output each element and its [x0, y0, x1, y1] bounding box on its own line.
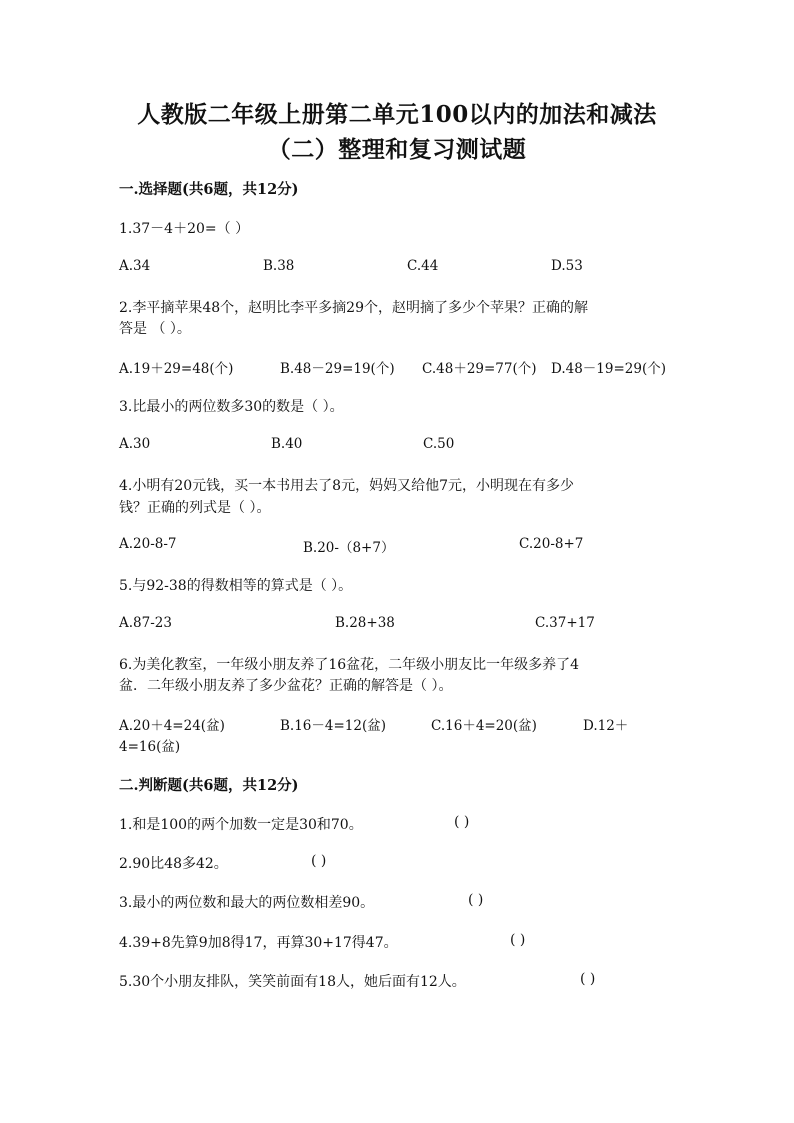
option-b: B.40: [271, 436, 303, 452]
option-c: C.48＋29=77(个): [422, 361, 537, 377]
option-a: A.20-8-7: [119, 536, 177, 552]
option-d: D.12＋: [583, 718, 629, 734]
option-d: D.53: [551, 258, 583, 274]
answer-parentheses: ( ): [468, 892, 484, 908]
question-stem-cont: 答是 （ ）。: [119, 321, 191, 337]
judgement-item: 3.最小的两位数和最大的两位数相差90。: [119, 895, 375, 911]
option-c: C.20-8+7: [519, 536, 584, 552]
option-b: B.16－4=12(盆): [280, 718, 387, 734]
option-a: A.87-23: [119, 615, 172, 631]
option-c: C.50: [423, 436, 455, 452]
judgement-item: 5.30个小朋友排队，笑笑前面有18人，她后面有12人。: [119, 974, 466, 990]
answer-parentheses: ( ): [311, 853, 327, 869]
option-c: C.44: [407, 258, 439, 274]
question-stem-cont: 钱？正确的列式是（ ）。: [119, 500, 271, 516]
option-a: A.20＋4=24(盆): [119, 718, 225, 734]
question-stem: 1.37－4＋20=（ ）: [119, 221, 250, 237]
question-stem: 6.为美化教室，一年级小朋友养了16盆花，二年级小朋友比一年级多养了4: [119, 657, 580, 673]
question-stem: 2.李平摘苹果48个，赵明比李平多摘29个，赵明摘了多少个苹果？正确的解: [119, 300, 588, 316]
option-d: D.48－19=29(个): [551, 361, 667, 377]
question-stem: 3.比最小的两位数多30的数是（ ）。: [119, 399, 344, 415]
judgement-item: 1.和是100的两个加数一定是30和70。: [119, 817, 363, 833]
page-title: 人教版二年级上册第二单元100以内的加法和减法: [137, 101, 657, 128]
question-stem: 4.小明有20元钱，买一本书用去了8元，妈妈又给他7元，小明现在有多少: [119, 478, 574, 494]
judgement-item: 4.39+8先算9加8得17，再算30+17得47。: [119, 935, 398, 951]
option-b: B.48－29=19(个): [280, 361, 395, 377]
option-a: A.34: [119, 258, 151, 274]
answer-parentheses: ( ): [454, 814, 470, 830]
question-stem: 5.与92-38的得数相等的算式是（ ）。: [119, 578, 353, 594]
judgement-item: 2.90比48多42。: [119, 856, 228, 872]
option-a: A.30: [119, 436, 151, 452]
option-d-cont: 4=16(盆): [119, 739, 181, 755]
option-c: C.37+17: [535, 615, 595, 631]
question-stem-cont: 盆．二年级小朋友养了多少盆花？正确的解答是（ ）。: [119, 678, 453, 694]
option-b: B.38: [263, 258, 295, 274]
option-a: A.19＋29=48(个): [119, 361, 234, 377]
answer-parentheses: ( ): [510, 932, 526, 948]
option-b: B.20-（8+7）: [303, 540, 395, 556]
answer-parentheses: ( ): [580, 971, 596, 987]
page-subtitle: （二）整理和复习测试题: [267, 136, 527, 163]
option-c: C.16＋4=20(盆): [431, 718, 537, 734]
section-heading-judgement: 二.判断题(共6题，共12分): [119, 777, 299, 794]
option-b: B.28+38: [335, 615, 395, 631]
section-heading-choice: 一.选择题(共6题，共12分): [119, 181, 299, 198]
